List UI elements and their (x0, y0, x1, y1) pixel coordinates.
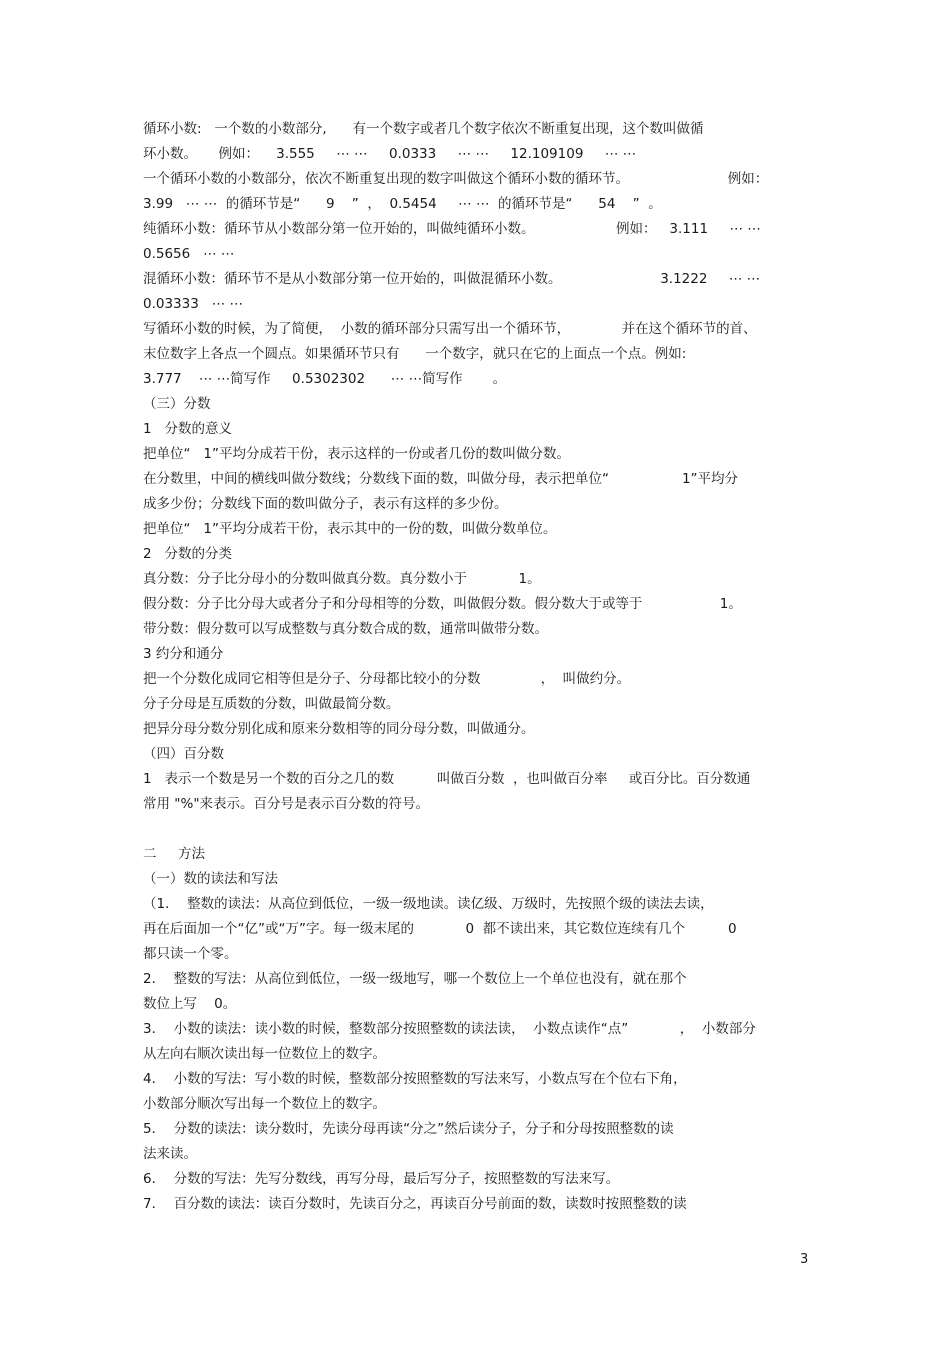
text-line: 3.777 ⋯ ⋯简写作 0.5302302 ⋯ ⋯简写作 。 (143, 371, 507, 387)
text-line: 都只读一个零。 (143, 946, 238, 962)
text-line: 3． 小数的读法：读小数的时候，整数部分按照整数的读法读， 小数点读作“点” ， 小数部分 (143, 1021, 756, 1037)
subsection-heading: 1 分数的意义 (143, 421, 232, 437)
text-line: 6． 分数的写法：先写分数线，再写分母，最后写分子，按照整数的写法来写。 (143, 1171, 620, 1187)
text-line: 把一个分数化成同它相等但是分子、分母都比较小的分数 ， 叫做约分。 (143, 671, 631, 687)
text-line: 假分数：分子比分母大或者分子和分母相等的分数，叫做假分数。假分数大于或等于 1。 (143, 596, 742, 612)
text-line: 再在后面加一个“亿”或“万”字。每一级末尾的 0 都不读出来，其它数位连续有几个 0 (143, 921, 737, 937)
text-line: 把单位“ 1”平均分成若干份，表示这样的一份或者几份的数叫做分数。 (143, 446, 570, 462)
text-line: 一个循环小数的小数部分，依次不断重复出现的数字叫做这个循环小数的循环节。 例如： (143, 171, 769, 187)
text-line: 7． 百分数的读法：读百分数时，先读百分之，再读百分号前面的数，读数时按照整数的读 (143, 1196, 687, 1212)
text-line: 1 表示一个数是另一个数的百分之几的数 叫做百分数 ，也叫做百分率 或百分比。百分数通 (143, 771, 751, 787)
text-line: 分子分母是互质数的分数，叫做最简分数。 (143, 696, 400, 712)
text-line: 循环小数: 一个数的小数部分, 有一个数字或者几个数字依次不断重复出现，这个数叫做循 (143, 121, 704, 137)
subsection-heading: 2 分数的分类 (143, 546, 232, 562)
text-line: 写循环小数的时候，为了简便， 小数的循环部分只需写出一个循环节， 并在这个循环节的首、 (143, 321, 757, 337)
text-line: 把异分母分数分别化成和原来分数相等的同分母分数，叫做通分。 (143, 721, 535, 737)
text-line: 纯循环小数：循环节从小数部分第一位开始的，叫做纯循环小数。 例如： 3.111 ⋯ ⋯ (143, 221, 761, 237)
section-heading: （三）分数 (143, 396, 211, 412)
text-line: 0.03333 ⋯ ⋯ (143, 296, 243, 312)
text-line: 成多少份；分数线下面的数叫做分子，表示有这样的多少份。 (143, 496, 508, 512)
text-line: 4． 小数的写法：写小数的时候，整数部分按照整数的写法来写，小数点写在个位右下角， (143, 1071, 687, 1087)
text-line: 从左向右顺次读出每一位数位上的数字。 (143, 1046, 386, 1062)
text-line: 真分数：分子比分母小的分数叫做真分数。真分数小于 1。 (143, 571, 541, 587)
section-heading: （一）数的读法和写法 (143, 871, 278, 887)
text-line: 0.5656 ⋯ ⋯ (143, 246, 235, 262)
text-line: （1． 整数的读法：从高位到低位，一级一级地读。读亿级、万级时，先按照个级的读法去读， (143, 896, 714, 912)
text-line: 5． 分数的读法：读分数时，先读分母再读“分之”然后读分子，分子和分母按照整数的读 (143, 1121, 674, 1137)
chapter-heading: 二 方法 (143, 846, 205, 862)
section-heading: （四）百分数 (143, 746, 224, 762)
text-line: 混循环小数：循环节不是从小数部分第一位开始的，叫做混循环小数。 3.1222 ⋯ ⋯ (143, 271, 761, 287)
text-line: 法来读。 (143, 1146, 197, 1162)
text-line: 环小数。 例如： 3.555 ⋯ ⋯ 0.0333 ⋯ ⋯ 12.109109 ⋯ ⋯ (143, 146, 637, 162)
page-number: 3 (800, 1252, 809, 1267)
text-line: 带分数：假分数可以写成整数与真分数合成的数，通常叫做带分数。 (143, 621, 548, 637)
text-line: 末位数字上各点一个圆点。如果循环节只有 一个数字，就只在它的上面点一个点。例如: (143, 346, 687, 362)
text-line: 3.99 ⋯ ⋯ 的循环节是“ 9 ” ， 0.5454 ⋯ ⋯ 的循环节是“ 54 ” 。 (143, 196, 662, 212)
text-line: 小数部分顺次写出每一个数位上的数字。 (143, 1096, 386, 1112)
text-line: 常用 "%"来表示。百分号是表示百分数的符号。 (143, 796, 430, 812)
text-line: 2． 整数的写法：从高位到低位，一级一级地写，哪一个数位上一个单位也没有，就在那个 (143, 971, 687, 987)
subsection-heading: 3 约分和通分 (143, 646, 224, 662)
text-line: 数位上写 0。 (143, 996, 237, 1012)
text-line: 把单位“ 1”平均分成若干份，表示其中的一份的数，叫做分数单位。 (143, 521, 557, 537)
text-line: 在分数里，中间的横线叫做分数线；分数线下面的数，叫做分母，表示把单位“ 1”平均分 (143, 471, 739, 487)
